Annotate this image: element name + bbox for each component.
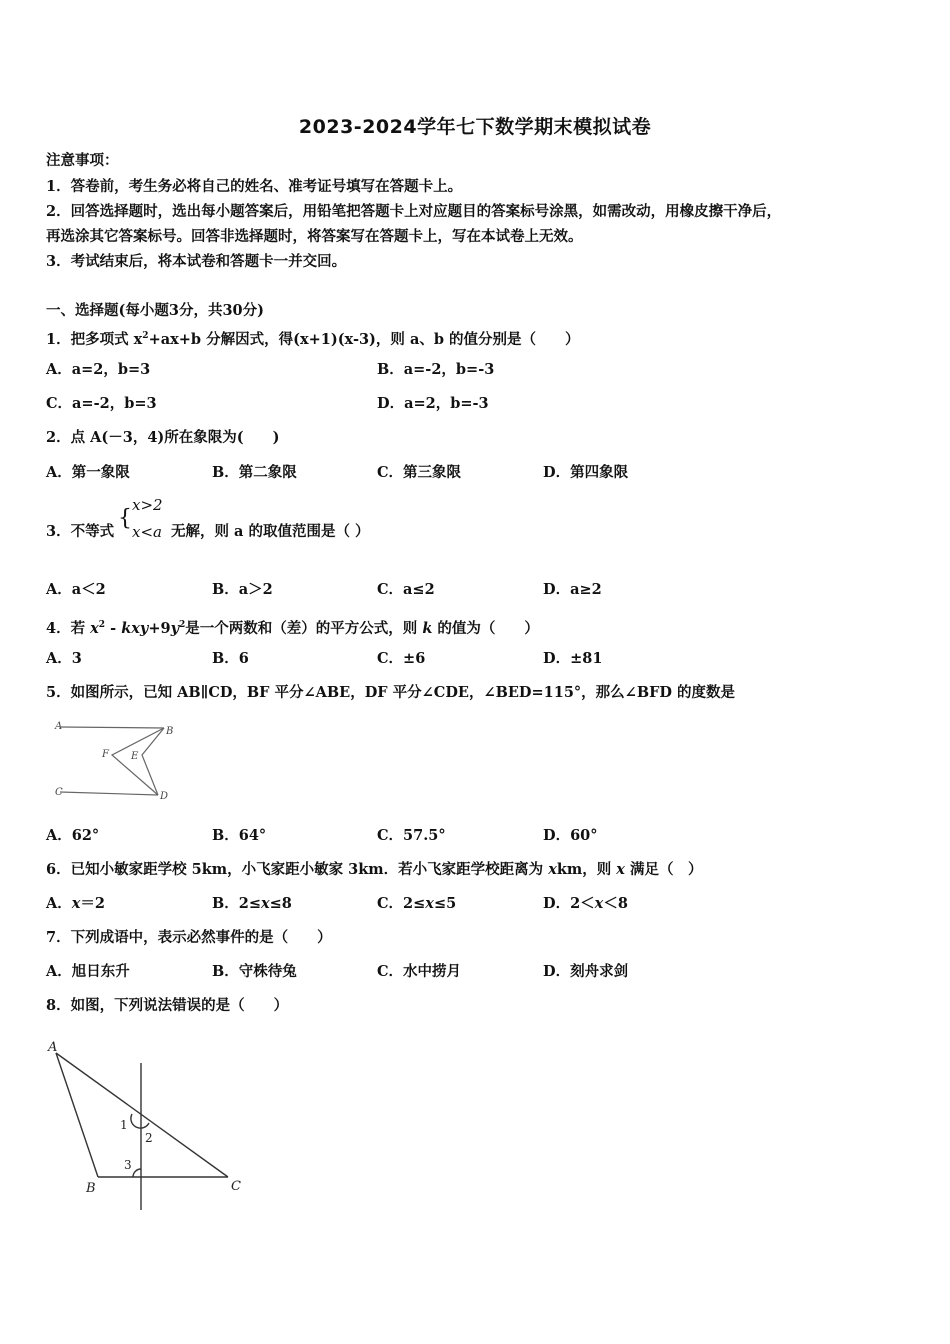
system-brace: { — [118, 506, 132, 531]
notice-item-3: 3．考试结束后，将本试卷和答题卡一并交回。 — [46, 253, 347, 270]
q4-var: kxy — [121, 619, 149, 637]
label-a: A — [48, 1040, 58, 1055]
q6-c-text: C．2≤ — [377, 895, 426, 912]
q3-option-c: C．a≤2 — [377, 581, 435, 598]
q6-d-text: ＜8 — [603, 895, 628, 912]
q4-var: x — [90, 619, 99, 637]
q7-option-a: A．旭日东升 — [46, 963, 130, 980]
angle-label-3: 3 — [124, 1158, 132, 1172]
q7-option-b: B．守株待兔 — [212, 963, 297, 980]
q3-option-b: B．a＞2 — [212, 581, 273, 598]
q1-option-c: C．a=-2，b=3 — [46, 395, 157, 412]
label-c: C — [55, 787, 63, 798]
inequality-1: x>2 — [132, 496, 163, 514]
q5-option-c: C．57.5° — [377, 827, 446, 844]
q6-var: x — [548, 861, 557, 878]
q4-var: k — [422, 619, 433, 637]
q6-d-var: x — [594, 895, 604, 912]
q4-option-c: C．±6 — [377, 650, 426, 667]
q1-option-d: D．a=2，b=-3 — [377, 395, 489, 412]
q6-var: x — [616, 861, 625, 878]
label-f: F — [102, 749, 109, 760]
angle-arc-3 — [133, 1169, 141, 1177]
line-ab — [60, 727, 164, 728]
angle-label-2: 2 — [145, 1131, 153, 1145]
question-7-stem: 7．下列成语中，表示必然事件的是（ ） — [46, 929, 332, 946]
question-8-stem: 8．如图，下列说法错误的是（ ） — [46, 997, 289, 1014]
q4-option-d: D．±81 — [543, 650, 603, 667]
q1-option-a: A．a=2，b=3 — [46, 361, 151, 378]
question-2-stem: 2．点 A(－3，4)所在象限为( ) — [46, 429, 280, 446]
q6-option-b — [212, 894, 292, 914]
q2-option-a: A．第一象限 — [46, 464, 130, 481]
notice-item-2b: 再选涂其它答案标号。回答非选择题时，将答案写在答题卡上，写在本试卷上无效。 — [46, 228, 583, 245]
q6-b-text: ≤8 — [269, 895, 292, 912]
label-c: C — [231, 1179, 241, 1194]
section-heading: 一、选择题(每小题3分，共30分) — [46, 302, 264, 319]
q4-exponent: 2 — [98, 620, 106, 630]
angle-arc-1 — [131, 1114, 149, 1128]
inequality-2: x<a — [132, 523, 162, 541]
q4-var: y — [170, 619, 179, 637]
q2-option-d: D．第四象限 — [543, 464, 629, 481]
q1-option-b: B．a=-2，b=-3 — [377, 361, 495, 378]
question-1-stem — [46, 326, 580, 350]
label-d: D — [160, 791, 169, 802]
q6-stem-part: km，则 — [556, 861, 617, 878]
q8-figure — [40, 1035, 255, 1215]
inequality-system — [118, 496, 178, 546]
notice-heading: 注意事项： — [46, 152, 119, 169]
q3-option-a: A．a＜2 — [46, 581, 106, 598]
notice-item-2a: 2．回答选择题时，选出每小题答案后，用铅笔把答题卡上对应题目的答案标号涂黑，如需改动，用橡皮擦干净后， — [46, 203, 782, 220]
q6-stem-part: 满足（ ） — [624, 861, 703, 878]
q4-exponent: 2 — [179, 620, 186, 630]
q6-stem-part: 6．已知小敏家距学校 5km，小飞家距小敏家 3km．若小飞家距学校距离为 — [46, 861, 549, 878]
q4-stem-part: 的值为（ ） — [432, 619, 539, 637]
label-b: B — [86, 1181, 96, 1196]
q4-stem-part: 4．若 — [46, 619, 91, 637]
line-cd — [60, 792, 158, 795]
q2-option-b: B．第二象限 — [212, 464, 297, 481]
q4-stem-part: +9 — [148, 619, 171, 637]
q6-b-text: B．2≤ — [212, 895, 261, 912]
q6-a-text: ＝2 — [80, 895, 106, 912]
question-5-stem: 5．如图所示，已知 AB∥CD，BF 平分∠ABE，DF 平分∠CDE，∠BED=115°，那么∠BFD 的度数是 — [46, 684, 735, 701]
question-6-stem — [46, 860, 703, 880]
label-e: E — [131, 751, 139, 762]
q5-option-d: D．60° — [543, 827, 598, 844]
q6-option-a — [46, 894, 105, 914]
side-ac — [56, 1053, 228, 1177]
q6-d-text: D．2＜ — [543, 895, 595, 912]
q4-option-a: A．3 — [46, 650, 82, 667]
q6-option-c — [377, 894, 456, 914]
question-3-stem-b: 无解，则 a 的取值范围是（ ） — [171, 523, 370, 540]
q4-stem-part: 是一个两数和（差）的平方公式，则 — [185, 619, 423, 637]
q5-option-b: B．64° — [212, 827, 267, 844]
q5-option-a: A．62° — [46, 827, 100, 844]
question-4-stem — [46, 615, 539, 639]
q4-option-b: B．6 — [212, 650, 249, 667]
q7-option-c: C．水中捞月 — [377, 963, 462, 980]
label-a: A — [55, 721, 63, 732]
q6-a-var: x — [71, 895, 81, 912]
notice-item-1: 1．答卷前，考生务必将自己的姓名、准考证号填写在答题卡上。 — [46, 178, 463, 195]
q6-a-text: A． — [46, 895, 72, 912]
q6-option-d — [543, 894, 628, 914]
q1-stem-part: 1．把多项式 x — [46, 330, 143, 348]
q6-c-var: x — [425, 895, 434, 912]
q6-b-var: x — [261, 895, 270, 912]
q6-c-text: ≤5 — [433, 895, 457, 912]
q1-stem-part: +ax+b 分解因式，得(x+1)(x-3)，则 a、b 的值分别是（ ） — [148, 330, 580, 348]
q2-option-c: C．第三象限 — [377, 464, 462, 481]
q4-stem-part: - — [105, 619, 122, 637]
q5-figure — [46, 715, 206, 815]
q1-exponent: 2 — [142, 331, 149, 341]
side-ab — [56, 1053, 98, 1177]
label-b: B — [166, 726, 174, 737]
q7-option-d: D．刻舟求剑 — [543, 963, 629, 980]
q3-option-d: D．a≥2 — [543, 581, 602, 598]
question-3-stem-a: 3．不等式 — [46, 523, 115, 540]
page-title: 2023-2024学年七下数学期末模拟试卷 — [298, 116, 652, 138]
angle-label-1: 1 — [120, 1118, 128, 1132]
